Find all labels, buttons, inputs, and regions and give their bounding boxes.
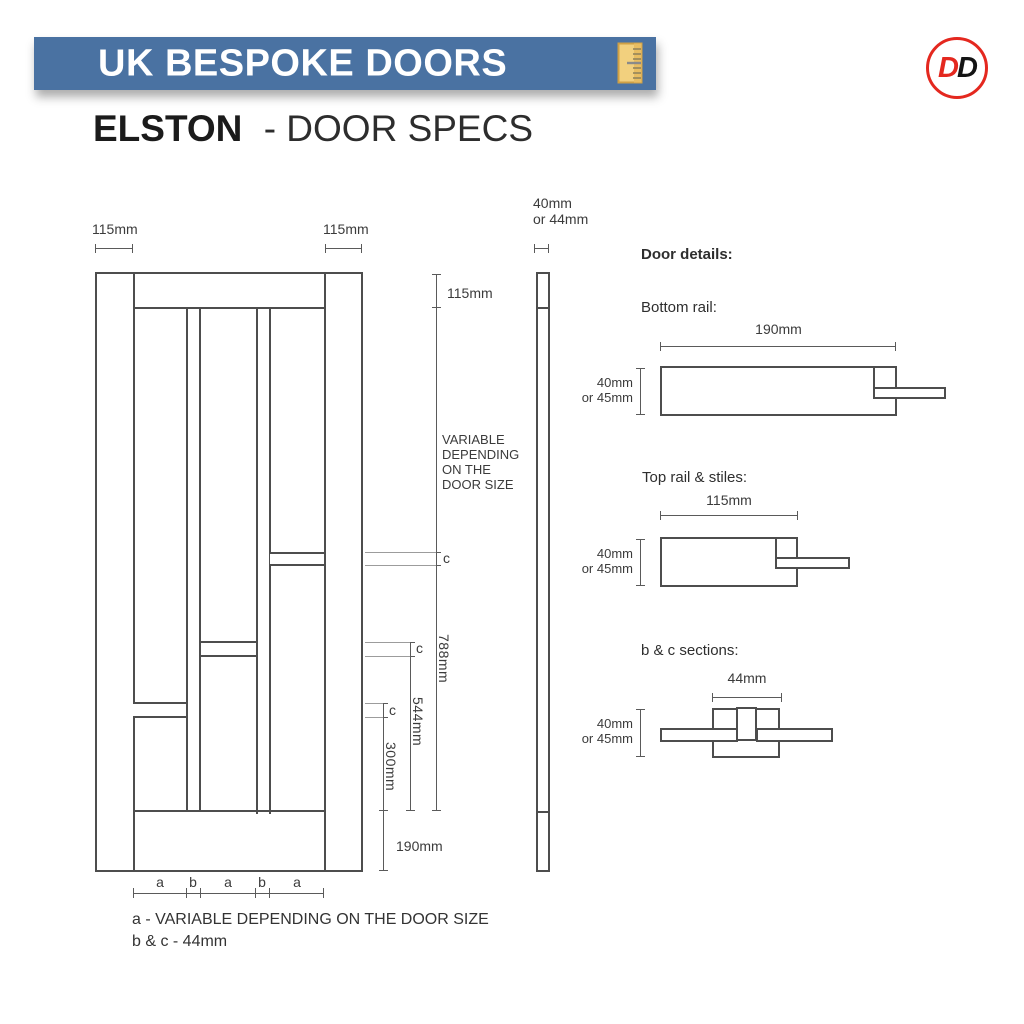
dim-tick [379, 870, 388, 871]
bc-tongue [736, 707, 757, 741]
section-title-bc: b & c sections: [641, 642, 739, 659]
extension-line [365, 703, 383, 704]
dim-line [95, 248, 133, 249]
side-bottom-rail-line [538, 811, 548, 813]
dim-tick [325, 244, 326, 253]
dim-tick [797, 511, 798, 520]
door-side-view [536, 272, 550, 872]
side-top-rail-line [538, 307, 548, 309]
dim-tick [636, 585, 645, 586]
dim-tick [781, 693, 782, 702]
dim-tick [361, 244, 362, 253]
page-title [93, 108, 533, 150]
bottom-rail-step-line [873, 366, 875, 388]
dim-tick [712, 693, 713, 702]
panel-label-a: a [293, 874, 301, 890]
dim-tick [432, 307, 441, 308]
panel-label-a: a [156, 874, 164, 890]
dim-tick [636, 539, 645, 540]
bc-thickness-label: 40mm or 45mm [581, 716, 633, 746]
dim-544-label: 544mm [410, 697, 426, 747]
panel-label-b: b [189, 874, 197, 890]
dim-tick [636, 368, 645, 369]
door-muntin-b1 [186, 308, 201, 812]
panel-label-b: b [258, 874, 266, 890]
bc-width-label: 44mm [727, 670, 767, 686]
dim-line-788 [436, 274, 437, 811]
bottom-rail-section [660, 366, 897, 416]
side-thickness-label: 40mm or 44mm [533, 195, 589, 227]
page-title-suffix: - DOOR SPECS [263, 108, 534, 149]
extension-line [365, 552, 436, 553]
brand-banner [34, 37, 656, 90]
bc-right-panel [756, 728, 833, 742]
dim-tick [636, 709, 645, 710]
bottom-rail-thickness-label: 40mm or 45mm [581, 375, 633, 405]
dd-logo-letter-2: D [957, 51, 976, 84]
details-heading: Door details: [641, 246, 733, 263]
door-muntin-b2 [256, 308, 271, 814]
door-outline [95, 272, 363, 872]
dim-tick [534, 244, 535, 253]
dim-bracket [640, 709, 641, 757]
dd-logo [926, 37, 988, 99]
dim-line [660, 515, 798, 516]
section-title-bottom-rail: Bottom rail: [641, 299, 717, 316]
dim-tick [636, 414, 645, 415]
footnote-bc: b & c - 44mm [132, 933, 228, 950]
dim-bracket [640, 539, 641, 586]
footnote-a: a - VARIABLE DEPENDING ON THE DOOR SIZE [132, 911, 489, 928]
c-label-1: c [443, 550, 450, 566]
bottom-rail-width-label: 190mm [755, 321, 802, 337]
dim-line [660, 346, 896, 347]
extension-line [365, 642, 410, 643]
brand-title: UK BESPOKE DOORS [98, 42, 508, 84]
dim-788-label: 788mm [436, 634, 452, 684]
dim-tick [323, 888, 324, 898]
dim-line-abab [133, 893, 324, 894]
dd-logo-letter-1: D [938, 51, 957, 84]
door-left-stile-line [133, 272, 135, 872]
dim-300-label: 300mm [383, 742, 399, 792]
door-c-section-right [270, 552, 324, 566]
section-title-top-rail: Top rail & stiles: [642, 469, 748, 486]
door-c-section-middle [201, 641, 256, 657]
door-top-rail-line [133, 307, 326, 309]
top-rail-tongue [775, 557, 850, 569]
dim-190-label: 190mm [396, 838, 443, 854]
dim-top-rail-label: 115mm [447, 285, 493, 301]
dim-tick [432, 274, 441, 275]
bc-left-panel [660, 728, 738, 742]
dim-line [712, 697, 782, 698]
dim-line [534, 248, 549, 249]
dim-tick [548, 244, 549, 253]
dim-tick [95, 244, 96, 253]
panel-label-a: a [224, 874, 232, 890]
top-rail-thickness-label: 40mm or 45mm [581, 546, 633, 576]
extension-line [365, 565, 436, 566]
dim-tick [895, 342, 896, 351]
dim-tick [132, 244, 133, 253]
dim-line [325, 248, 362, 249]
ruler-icon [616, 42, 646, 84]
dim-tick [133, 888, 134, 898]
dim-tick [379, 810, 388, 811]
dim-stile-right-label: 115mm [323, 221, 369, 237]
dim-tick [636, 756, 645, 757]
variable-note: VARIABLE DEPENDING ON THE DOOR SIZE [442, 432, 520, 492]
door-c-section-left [133, 702, 186, 718]
dim-tick [432, 810, 441, 811]
extension-line [365, 656, 410, 657]
door-right-stile-line [324, 272, 326, 872]
door-bottom-rail-line [133, 810, 326, 812]
dim-tick [660, 511, 661, 520]
extension-line [365, 717, 383, 718]
page-title-model: ELSTON [93, 108, 243, 149]
bottom-rail-tongue [873, 387, 946, 399]
dim-tick [660, 342, 661, 351]
dim-stile-left-label: 115mm [92, 221, 138, 237]
dim-bracket [640, 368, 641, 415]
c-label-2: c [416, 640, 423, 656]
c-label-3: c [389, 702, 396, 718]
top-rail-width-label: 115mm [706, 492, 752, 508]
dim-tick [406, 810, 415, 811]
top-rail-step-line [775, 537, 777, 559]
